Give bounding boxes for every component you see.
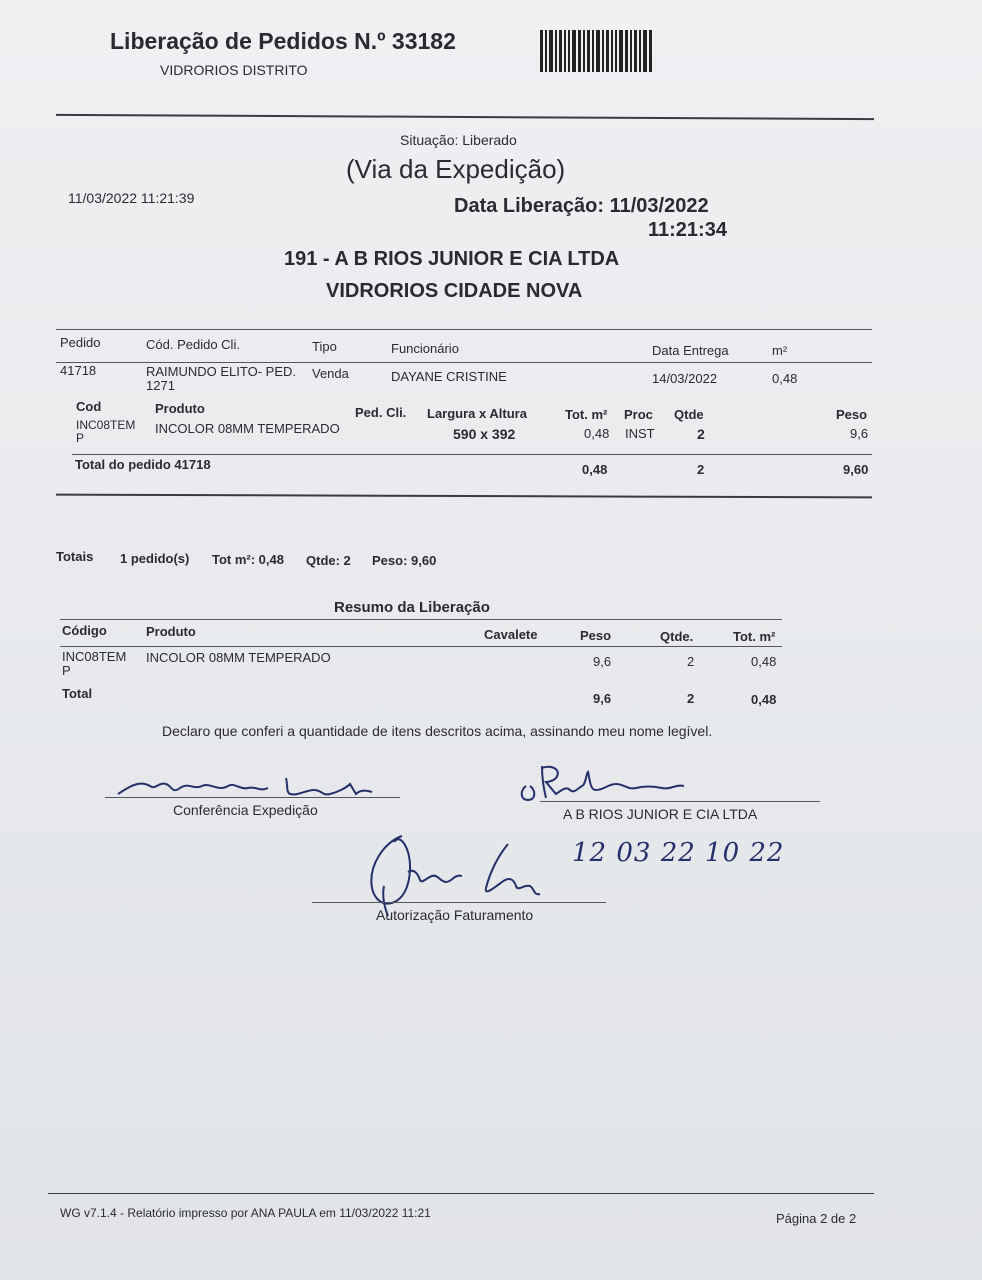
declaration-text: Declaro que conferi a quantidade de itens descritos acima, assinando meu nome legível. (162, 723, 713, 739)
item-produto: INCOLOR 08MM TEMPERADO (155, 421, 340, 436)
footer-page-number: Página 2 de 2 (776, 1211, 857, 1226)
item-col-largura-altura: Largura x Altura (427, 406, 527, 421)
situacao-text: Situação: Liberado (400, 132, 517, 148)
item-col-cod: Cod (76, 399, 102, 414)
client-line: 191 - A B RIOS JUNIOR E CIA LTDA (284, 248, 620, 270)
col-funcionario: Funcionário (391, 341, 459, 356)
col-m2: m² (772, 343, 788, 358)
resumo-total-tot-m2: 0,48 (751, 692, 777, 707)
document-title: Liberação de Pedidos N.º 33182 (110, 28, 456, 54)
order-total-rule (72, 454, 872, 455)
resumo-row-produto: INCOLOR 08MM TEMPERADO (146, 650, 331, 665)
resumo-col-peso: Peso (580, 628, 612, 643)
totais-qtde: Qtde: 2 (306, 553, 351, 568)
via-text: (Via da Expedição) (346, 154, 566, 184)
row-data-entrega: 14/03/2022 (652, 371, 718, 386)
resumo-header-rule (60, 646, 782, 647)
client-line (540, 801, 820, 802)
resumo-total-qtde: 2 (687, 691, 695, 706)
item-tot-m2: 0,48 (584, 426, 610, 441)
item-largura-altura: 590 x 392 (453, 426, 516, 442)
item-proc: INST (625, 426, 655, 441)
resumo-row-codigo: INC08TEM (62, 649, 127, 664)
data-liberacao-time: 11:21:34 (648, 219, 727, 241)
item-col-tot-m2: Tot. m² (565, 407, 608, 422)
item-cod-2: P (76, 431, 85, 445)
print-datetime: 11/03/2022 11:21:39 (68, 190, 195, 206)
row-cod-pedido-cli-2: 1271 (146, 378, 175, 393)
resumo-row-tot-m2: 0,48 (751, 654, 777, 669)
col-pedido: Pedido (60, 335, 101, 350)
resumo-col-tot-m2: Tot. m² (733, 629, 776, 644)
resumo-top-rule (60, 619, 782, 620)
totais-m2: Tot m²: 0,48 (212, 552, 284, 567)
order-table-top-rule (56, 329, 872, 330)
item-qtde: 2 (697, 426, 705, 442)
conferencia-line (105, 797, 400, 798)
store-line: VIDRORIOS CIDADE NOVA (326, 280, 583, 302)
item-peso: 9,6 (850, 426, 869, 441)
resumo-col-codigo: Código (62, 623, 107, 638)
resumo-total-label: Total (62, 686, 93, 701)
order-total-label: Total do pedido 41718 (75, 457, 211, 472)
company-name: VIDRORIOS DISTRITO (160, 62, 308, 78)
client-label: A B RIOS JUNIOR E CIA LTDA (563, 806, 758, 822)
totais-label: Totais (56, 549, 94, 564)
row-funcionario: DAYANE CRISTINE (391, 369, 507, 384)
item-col-produto: Produto (155, 401, 205, 416)
data-liberacao: Data Liberação: 11/03/2022 (454, 195, 709, 217)
conferencia-label: Conferência Expedição (173, 802, 318, 818)
footer-left: WG v7.1.4 - Relatório impresso por ANA PAULA em 11/03/2022 11:21 (60, 1206, 431, 1220)
header-divider (56, 114, 874, 120)
resumo-col-qtde: Qtde. (660, 629, 694, 644)
autorizacao-line (312, 902, 606, 903)
client-signature (512, 760, 712, 806)
barcode (540, 30, 688, 72)
col-data-entrega: Data Entrega (652, 343, 729, 358)
row-m2: 0,48 (772, 371, 798, 386)
row-pedido: 41718 (60, 363, 97, 378)
item-cod: INC08TEM (76, 418, 136, 432)
conferencia-signature (110, 764, 400, 804)
handwritten-date: 12 03 22 10 22 (572, 838, 785, 868)
order-total-qtde: 2 (697, 462, 705, 477)
order-table-header-rule (56, 362, 872, 363)
resumo-row-qtde: 2 (687, 654, 695, 669)
totais-pedidos: 1 pedido(s) (120, 551, 190, 566)
item-col-proc: Proc (624, 407, 653, 422)
order-total-peso: 9,60 (843, 462, 869, 477)
autorizacao-label: Autorização Faturamento (376, 907, 534, 923)
row-tipo: Venda (312, 366, 349, 381)
item-col-ped-cli: Ped. Cli. (355, 405, 407, 420)
resumo-total-peso: 9,6 (593, 691, 612, 706)
footer-rule (48, 1193, 874, 1194)
row-cod-pedido-cli: RAIMUNDO ELITO- PED. (146, 364, 297, 379)
item-col-peso: Peso (836, 407, 868, 422)
order-total-m2: 0,48 (582, 462, 608, 477)
totais-peso: Peso: 9,60 (372, 553, 437, 568)
col-cod-pedido-cli: Cód. Pedido Cli. (146, 337, 240, 352)
resumo-title: Resumo da Liberação (334, 599, 490, 616)
col-tipo: Tipo (312, 339, 337, 354)
item-col-qtde: Qtde (674, 407, 704, 422)
resumo-col-produto: Produto (146, 624, 196, 639)
resumo-row-codigo-2: P (62, 663, 71, 678)
resumo-row-peso: 9,6 (593, 654, 612, 669)
resumo-col-cavalete: Cavalete (484, 627, 538, 642)
order-table-bottom-rule (56, 494, 872, 499)
